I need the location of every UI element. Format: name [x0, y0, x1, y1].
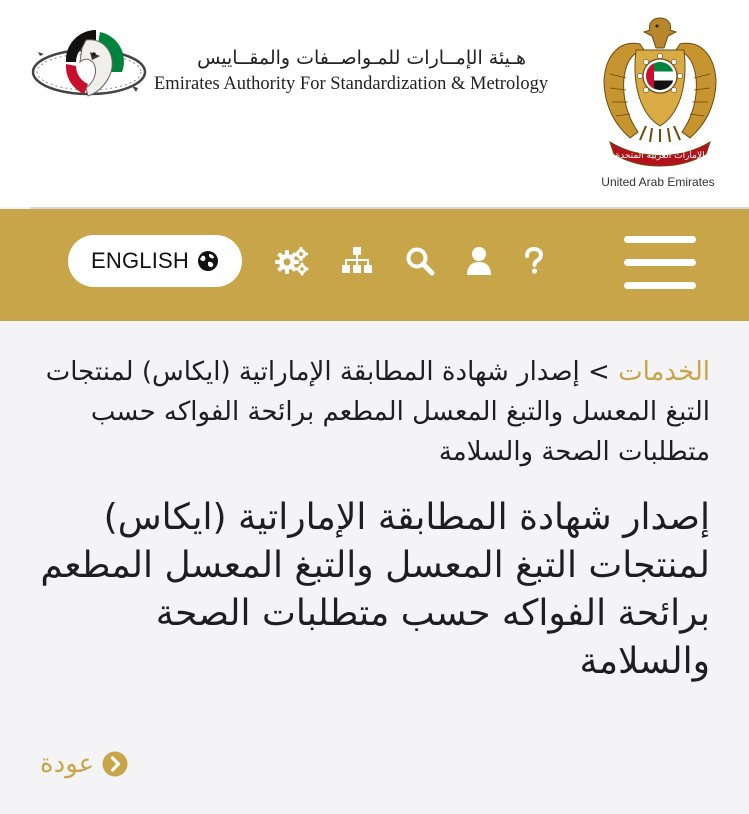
authority-name-en: Emirates Authority For Standardization & Metrology — [154, 74, 549, 94]
authority-name-ar: هـيئة الإمــارات للمـواصــفات والمقــاييس — [197, 47, 526, 69]
search-icon[interactable] — [402, 243, 438, 279]
breadcrumb-separator: > — [588, 357, 610, 387]
page-title: إصدار شهادة المطابقة الإماراتية (ايكاس) لمنتجات التبغ المعسل والتبغ المعسل المطعم برائحة الفواكه حسب متطلبات الصحة والسلامة — [40, 497, 710, 682]
uae-emblem[interactable] — [600, 14, 720, 172]
question-icon[interactable] — [516, 243, 552, 279]
chevron-right-circle-icon — [102, 751, 128, 777]
esma-logo[interactable] — [30, 22, 148, 104]
user-icon[interactable] — [461, 243, 497, 279]
globe-icon — [197, 250, 219, 272]
sitemap-icon[interactable] — [339, 243, 375, 279]
back-label: عودة — [40, 749, 95, 779]
language-button[interactable] — [68, 235, 242, 287]
breadcrumb-current: إصدار شهادة المطابقة الإماراتية (ايكاس) لمنتجات التبغ المعسل والتبغ المعسل المطعم برائحة الفواكه حسب متطلبات الصحة والسلامة — [45, 357, 710, 467]
back-button[interactable] — [40, 744, 128, 784]
gears-icon[interactable] — [274, 243, 310, 279]
language-button-label: ENGLISH — [91, 248, 189, 273]
emblem-caption: United Arab Emirates — [601, 175, 715, 189]
menu-icon[interactable] — [624, 236, 698, 290]
emblem-ribbon-text: الإمارات العربية المتحدة — [615, 151, 705, 161]
breadcrumb — [40, 352, 710, 472]
breadcrumb-services-link[interactable]: الخدمات — [618, 357, 710, 387]
site-header — [0, 0, 749, 207]
